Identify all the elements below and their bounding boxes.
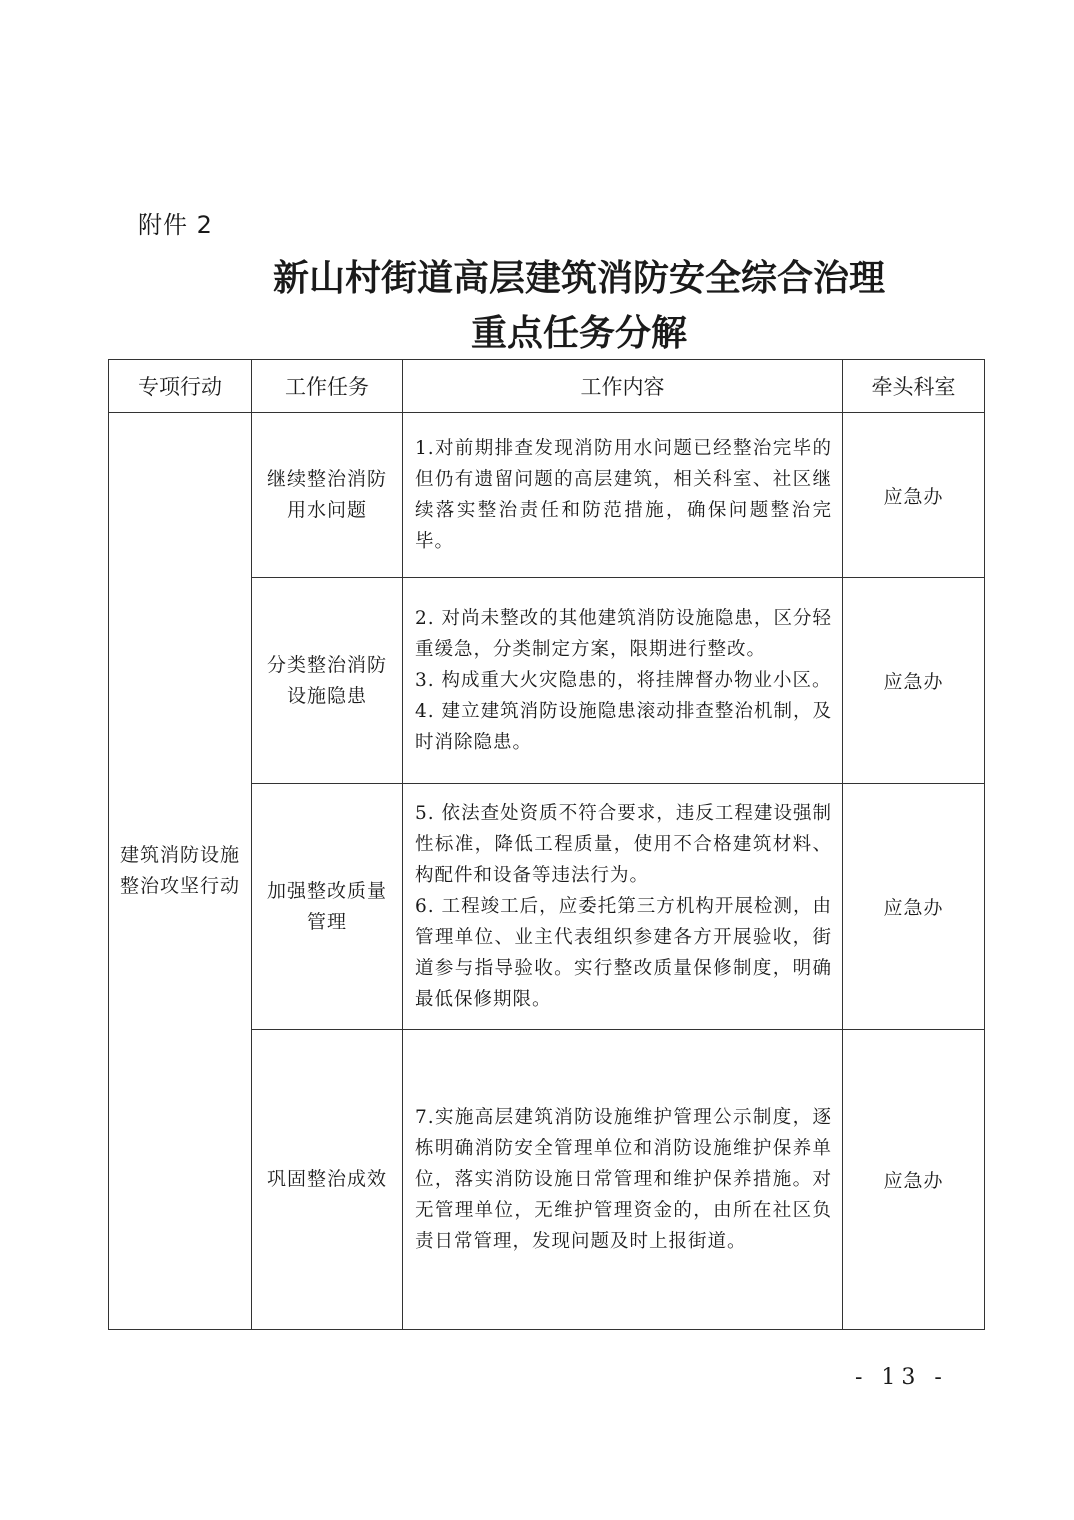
task-cell [252,1030,403,1330]
content-cell [403,578,843,784]
content-paragraph: 5. 依法查处资质不符合要求，违反工程建设强制性标准，降低工程质量，使用不合格建筑材料、构配件和设备等违法行为。 [415,803,832,886]
content-paragraph: 3. 构成重大火灾隐患的，将挂牌督办物业小区。 [415,670,832,691]
action-text: 建筑消防设施整治攻坚行动 [120,844,241,897]
action-cell [109,413,252,1330]
content-cell [403,784,843,1030]
content-paragraph: 2. 对尚未整改的其他建筑消防设施隐患，区分轻重缓急，分类制定方案，限期进行整改。 [415,608,832,660]
task-cell [252,784,403,1030]
page-title-line2: 重点任务分解 [470,312,687,354]
table-row [109,413,985,578]
task-cell [252,578,403,784]
header-content: 工作内容 [403,360,843,413]
lead-cell: 应急办 [843,578,985,784]
table-header-row [109,360,985,413]
content-cell [403,413,843,578]
content-paragraph: 6. 工程竣工后，应委托第三方机构开展检测，由管理单位、业主代表组织参建各方开展验收，街道参与指导验收。实行整改质量保修制度，明确最低保修期限。 [415,896,832,1010]
content-paragraph: 1.对前期排查发现消防用水问题已经整治完毕的但仍有遗留问题的高层建筑，相关科室、社区继续落实整治责任和防范措施，确保问题整治完毕。 [415,438,832,552]
page-title-line1: 新山村街道高层建筑消防安全综合治理 [272,257,885,299]
task-cell [252,413,403,578]
header-action: 专项行动 [109,360,252,413]
content-paragraph: 4. 建立建筑消防设施隐患滚动排查整治机制，及时消除隐患。 [415,701,832,753]
header-task: 工作任务 [252,360,403,413]
page-number: - 13 - [855,1365,948,1390]
attachment-label: 附件 2 [138,211,213,239]
header-lead: 牵头科室 [843,360,985,413]
task-table [108,359,985,1330]
task-text: 分类整治消防设施隐患 [267,653,388,707]
lead-cell: 应急办 [843,784,985,1030]
task-text: 巩固整治成效 [267,1168,388,1190]
task-text: 继续整治消防用水问题 [267,468,388,521]
lead-cell: 应急办 [843,1030,985,1330]
content-paragraph: 7.实施高层建筑消防设施维护管理公示制度，逐栋明确消防安全管理单位和消防设施维护保养单位，落实消防设施日常管理和维护保养措施。对无管理单位，无维护管理资金的，由所在社区负责日常管理，发现问题及时上报街道。 [415,1107,832,1252]
lead-cell: 应急办 [843,413,985,578]
task-text: 加强整改质量管理 [267,879,388,933]
content-cell [403,1030,843,1330]
